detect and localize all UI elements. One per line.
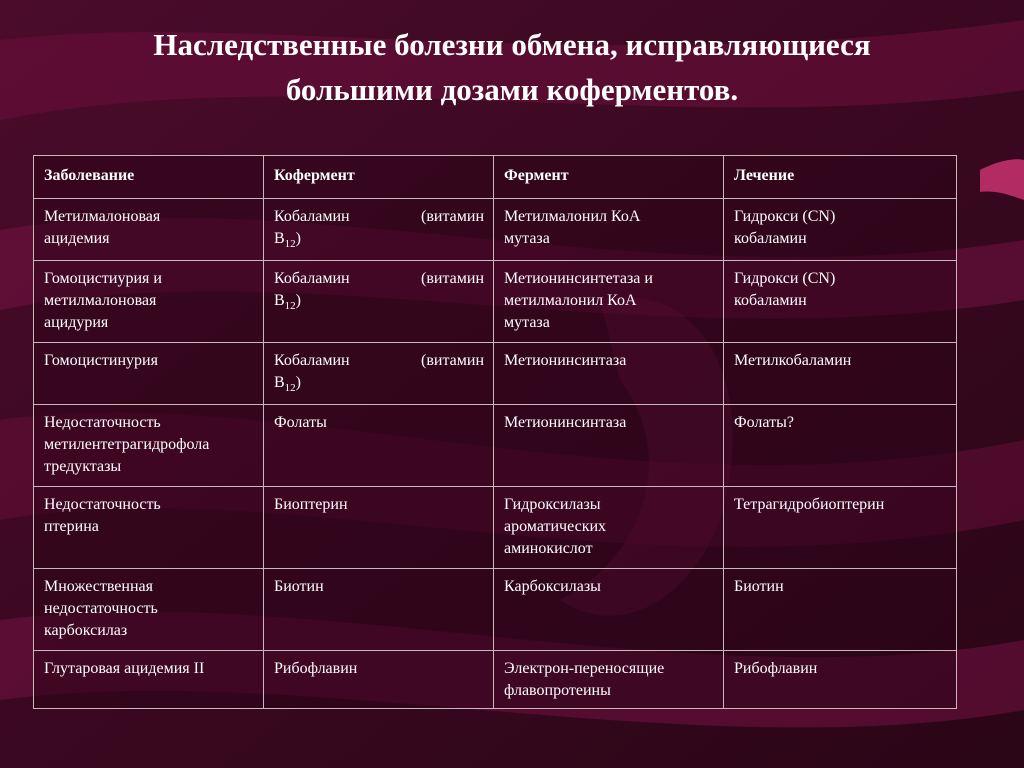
table-row (34, 261, 957, 343)
table-row (34, 199, 957, 261)
header-coenzyme: Кофермент (264, 156, 494, 199)
cell-disease-line: метилмалоновая (44, 292, 157, 309)
header-disease: Заболевание (34, 156, 264, 199)
cell-enzyme-line: мутаза (504, 314, 550, 331)
table-row (34, 651, 957, 709)
header-enzyme: Фермент (494, 156, 724, 199)
cell-disease-line: ацидурия (44, 314, 109, 331)
cell-disease (34, 261, 264, 343)
cell-disease (34, 487, 264, 569)
table-body (34, 199, 957, 709)
cell-coenzyme (264, 651, 494, 709)
cell-coenzyme-line: Фолаты (274, 414, 327, 431)
table-row (34, 569, 957, 651)
coenzyme-line-1 (274, 268, 484, 290)
cell-treatment (724, 487, 957, 569)
cell-treatment-line: Тетрагидробиоптерин (734, 496, 885, 513)
cell-treatment-line: Метилкобаламин (734, 352, 852, 369)
slide-title-line-2: большими дозами коферментов. (285, 72, 739, 107)
cell-enzyme-line: Электрон-переносящие (504, 660, 665, 677)
cell-disease-line: Множественная (44, 578, 153, 595)
cell-disease (34, 651, 264, 709)
vitamin-subscript: 12 (284, 300, 296, 313)
table-row (34, 487, 957, 569)
table-row (34, 405, 957, 487)
coenzyme-paren: (витамин (421, 270, 484, 287)
cell-treatment (724, 343, 957, 405)
coenzyme-name: Кобаламин (274, 208, 350, 225)
vitamin-letter: В (274, 374, 285, 391)
cell-treatment (724, 569, 957, 651)
cell-disease-line: недостаточность (44, 600, 158, 617)
cell-enzyme (494, 199, 724, 261)
cell-disease-line: карбоксилаз (44, 622, 128, 639)
coenzyme-paren: (витамин (421, 352, 484, 369)
cell-coenzyme (264, 199, 494, 261)
cell-disease (34, 343, 264, 405)
cell-enzyme-line: Карбоксилазы (504, 578, 601, 595)
cell-enzyme-line: Гидроксилазы (504, 496, 601, 513)
cell-enzyme-line: Метионинсинтаза (504, 352, 627, 369)
vitamin-letter: В (274, 230, 285, 247)
cell-disease-line: Недостаточность (44, 496, 161, 513)
slide-title (0, 22, 1024, 112)
cell-disease-line: ацидемия (44, 230, 110, 247)
coenzyme-name: Кобаламин (274, 270, 350, 287)
vitamin-letter: В (274, 292, 285, 309)
cell-enzyme (494, 487, 724, 569)
coenzyme-line-2 (274, 290, 484, 312)
vitamin-subscript: 12 (284, 382, 296, 395)
cell-enzyme (494, 405, 724, 487)
cell-treatment-line: Биотин (734, 578, 784, 595)
table-header-row (34, 156, 957, 199)
cell-enzyme-line: мутаза (504, 230, 550, 247)
cell-disease-line: Глутаровая ацидемия II (44, 660, 205, 677)
cell-disease (34, 199, 264, 261)
cell-enzyme-line: Метионинсинтетаза и (504, 270, 653, 287)
cell-treatment-line: кобаламин (734, 292, 807, 309)
cell-coenzyme (264, 261, 494, 343)
cell-disease-line: метилентетрагидрофола (44, 436, 210, 453)
vitamin-close-paren: ) (295, 374, 301, 391)
table-row (34, 343, 957, 405)
cell-enzyme-line: метилмалонил КоА (504, 292, 637, 309)
cell-enzyme-line: Метионинсинтаза (504, 414, 627, 431)
cell-enzyme-line: флавопротеины (504, 682, 611, 699)
header-treatment: Лечение (724, 156, 957, 199)
cell-enzyme-line: ароматических (504, 518, 607, 535)
cell-enzyme (494, 569, 724, 651)
cell-disease (34, 569, 264, 651)
cell-treatment-line: кобаламин (734, 230, 807, 247)
cell-disease-line: Недостаточность (44, 414, 161, 431)
coenzyme-diseases-table (33, 155, 957, 709)
coenzyme-line-2 (274, 228, 484, 250)
vitamin-close-paren: ) (295, 230, 301, 247)
cell-treatment-line: Гидрокси (CN) (734, 270, 836, 287)
cell-coenzyme-line: Рибофлавин (274, 660, 358, 677)
cell-coenzyme (264, 569, 494, 651)
cell-treatment (724, 405, 957, 487)
cell-coenzyme-line: Биоптерин (274, 496, 348, 513)
cell-enzyme (494, 343, 724, 405)
coenzyme-name: Кобаламин (274, 352, 350, 369)
vitamin-close-paren: ) (295, 292, 301, 309)
coenzyme-vitamin (274, 268, 484, 312)
cell-treatment (724, 261, 957, 343)
cell-disease-line: тредуктазы (44, 458, 122, 475)
cell-disease-line: Гомоцистиурия и (44, 270, 162, 287)
cell-coenzyme (264, 343, 494, 405)
cell-coenzyme (264, 405, 494, 487)
vitamin-subscript: 12 (284, 238, 296, 251)
cell-enzyme-line: аминокислот (504, 540, 593, 557)
cell-disease (34, 405, 264, 487)
cell-treatment-line: Гидрокси (CN) (734, 208, 836, 225)
cell-disease-line: Гомоцистинурия (44, 352, 158, 369)
cell-treatment-line: Фолаты? (734, 414, 794, 431)
coenzyme-paren: (витамин (421, 208, 484, 225)
cell-disease-line: Метилмалоновая (44, 208, 161, 225)
cell-treatment (724, 651, 957, 709)
cell-enzyme (494, 261, 724, 343)
coenzyme-line-2 (274, 372, 484, 394)
coenzyme-line-1 (274, 206, 484, 228)
coenzyme-line-1 (274, 350, 484, 372)
cell-disease-line: птерина (44, 518, 99, 535)
coenzyme-vitamin (274, 350, 484, 394)
cell-enzyme-line: Метилмалонил КоА (504, 208, 641, 225)
cell-coenzyme-line: Биотин (274, 578, 324, 595)
cell-coenzyme (264, 487, 494, 569)
cell-treatment (724, 199, 957, 261)
coenzyme-vitamin (274, 206, 484, 250)
cell-treatment-line: Рибофлавин (734, 660, 818, 677)
cell-enzyme (494, 651, 724, 709)
slide-title-line-1: Наследственные болезни обмена, исправляющиеся (153, 27, 871, 62)
